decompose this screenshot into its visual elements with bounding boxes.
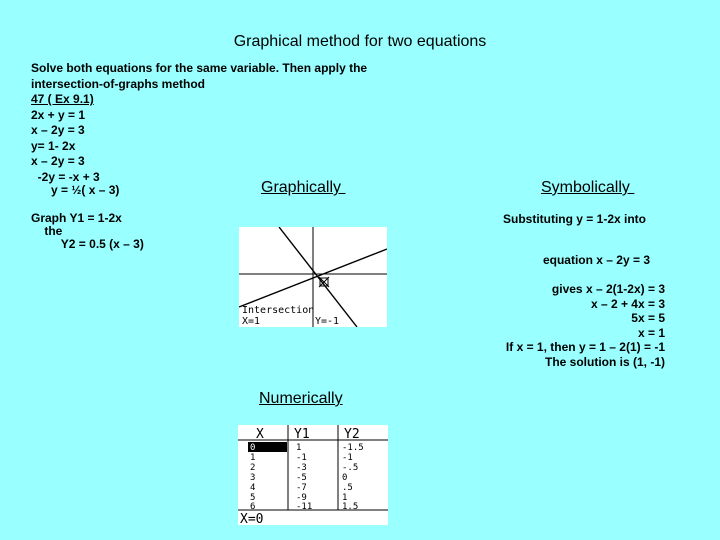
cell-0-1: 1 xyxy=(296,443,302,453)
cell-6-2: 1.5 xyxy=(342,502,359,512)
cell-0-0: 0 xyxy=(250,443,256,453)
substituting-text: Substituting y = 1-2x into xyxy=(502,212,646,226)
cell-0-2: -1.5 xyxy=(342,443,364,453)
example-reference: 47 ( Ex 9.1) xyxy=(31,92,94,106)
table-screen xyxy=(238,425,388,525)
cell-3-2: 0 xyxy=(342,473,348,483)
graph-screen xyxy=(239,227,387,327)
cell-4-1: -7 xyxy=(296,483,307,493)
cell-3-1: -5 xyxy=(296,473,307,483)
equation-line-4: x – 2y = 3 xyxy=(31,154,85,168)
step-3: 5x = 5 xyxy=(631,311,665,325)
cell-5-2: 1 xyxy=(342,493,348,503)
cell-5-0: 5 xyxy=(250,493,256,503)
table-rows xyxy=(250,443,364,512)
equation-line-1: 2x + y = 1 xyxy=(31,107,86,122)
solution-steps xyxy=(506,282,665,369)
instruction-line-2: intersection-of-graphs method xyxy=(31,76,206,91)
graphically-header: Graphically xyxy=(261,179,346,196)
step-6: The solution is (1, -1) xyxy=(544,354,665,369)
intersection-label: Intersection xyxy=(242,305,315,316)
cell-1-0: 1 xyxy=(250,453,256,463)
step-2: x – 2 + 4x = 3 xyxy=(590,296,665,311)
cell-1-2: -1 xyxy=(342,453,353,463)
page-title: Graphical method for two equations xyxy=(233,33,487,50)
y-readout: Y=-1 xyxy=(315,316,340,327)
cell-4-2: .5 xyxy=(342,483,353,493)
cell-5-1: -9 xyxy=(296,493,307,503)
graph-line-1: Graph Y1 = 1-2x xyxy=(31,211,122,225)
equation-line-3: y= 1- 2x xyxy=(31,138,76,153)
cell-6-0: 6 xyxy=(250,502,256,512)
cell-6-1: -11 xyxy=(296,502,313,512)
header-x: X xyxy=(256,427,264,442)
step-1: gives x – 2(1-2x) = 3 xyxy=(551,282,665,296)
graph-line-3: Y2 = 0.5 (x – 3) xyxy=(31,237,144,251)
cell-3-0: 3 xyxy=(250,473,256,483)
problem-statement xyxy=(31,61,367,185)
cell-4-0: 4 xyxy=(250,483,256,493)
equation-text: equation x – 2y = 3 xyxy=(542,253,650,267)
header-y2: Y2 xyxy=(344,427,360,442)
graph-line-2: the xyxy=(31,224,63,238)
header-y1: Y1 xyxy=(294,427,310,442)
numerically-header: Numerically xyxy=(259,390,343,407)
x-readout: X=1 xyxy=(242,316,261,327)
instruction-line-1: Solve both equations for the same variable. Then apply the xyxy=(31,61,368,75)
cell-2-2: -.5 xyxy=(342,463,359,473)
symbolically-header: Symbolically xyxy=(541,179,635,196)
graph-instructions xyxy=(31,212,144,251)
step-5: If x = 1, then y = 1 – 2(1) = -1 xyxy=(505,340,665,354)
cell-2-1: -3 xyxy=(296,463,307,473)
equation-line-2: x – 2y = 3 xyxy=(31,123,85,137)
table-footer: X=0 xyxy=(240,512,264,525)
step-4: x = 1 xyxy=(637,325,665,340)
y-half-equation: y = ½( x – 3) xyxy=(51,183,120,197)
cell-1-1: -1 xyxy=(296,453,307,463)
intersection-cursor xyxy=(319,277,329,287)
cell-2-0: 2 xyxy=(250,463,256,473)
equation-line-5: -2y = -x + 3 xyxy=(31,169,100,184)
